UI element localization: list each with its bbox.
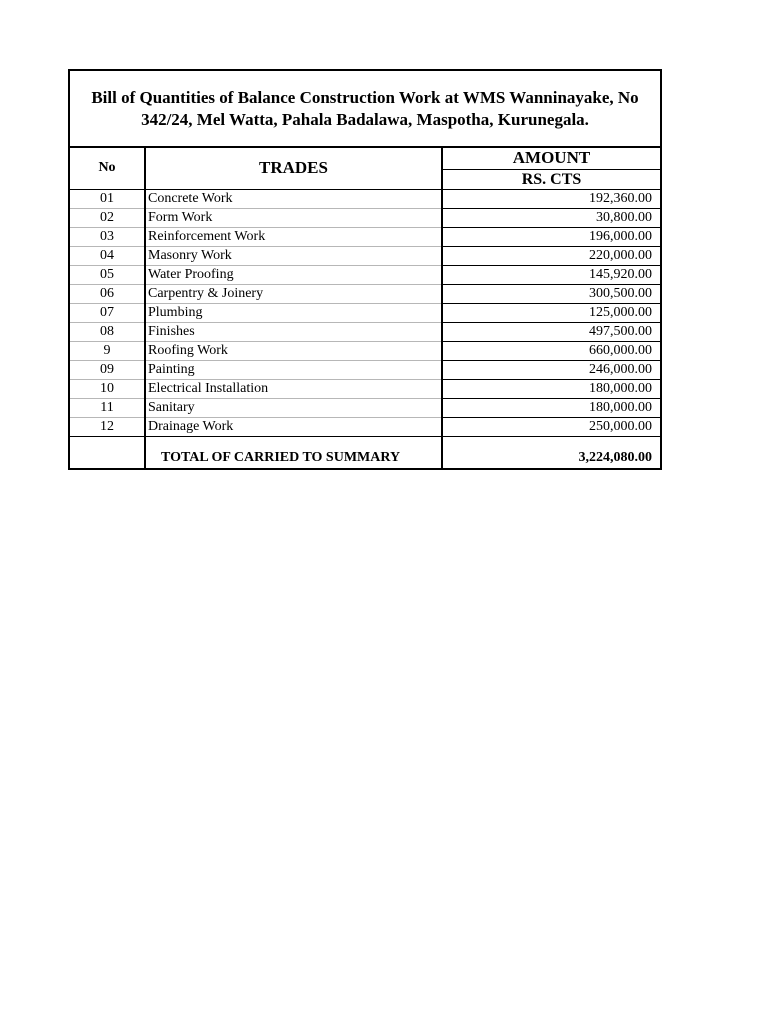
column-header-amount: AMOUNT bbox=[442, 148, 660, 169]
trade-amount: 250,000.00 bbox=[442, 417, 660, 436]
row-number: 12 bbox=[70, 417, 145, 436]
row-number: 08 bbox=[70, 322, 145, 341]
trade-amount: 180,000.00 bbox=[442, 379, 660, 398]
row-number: 05 bbox=[70, 265, 145, 284]
column-header-no: No bbox=[70, 148, 145, 189]
row-number: 11 bbox=[70, 398, 145, 417]
row-number: 03 bbox=[70, 227, 145, 246]
trade-name: Reinforcement Work bbox=[145, 227, 442, 246]
total-row bbox=[70, 436, 660, 468]
table-row bbox=[70, 227, 660, 246]
table-row bbox=[70, 284, 660, 303]
quantities-table bbox=[70, 148, 660, 468]
table-row bbox=[70, 398, 660, 417]
table-body bbox=[70, 189, 660, 436]
trade-amount: 30,800.00 bbox=[442, 208, 660, 227]
trade-amount: 220,000.00 bbox=[442, 246, 660, 265]
trade-amount: 145,920.00 bbox=[442, 265, 660, 284]
document-title: Bill of Quantities of Balance Construction Work at WMS Wanninayake, No 342/24, Mel Watta, Pahala Badalawa, Maspotha, Kurunegala. bbox=[91, 87, 639, 129]
table-row bbox=[70, 379, 660, 398]
trade-name: Electrical Installation bbox=[145, 379, 442, 398]
trade-amount: 660,000.00 bbox=[442, 341, 660, 360]
trade-amount: 497,500.00 bbox=[442, 322, 660, 341]
trade-name: Form Work bbox=[145, 208, 442, 227]
trade-name: Finishes bbox=[145, 322, 442, 341]
row-number: 10 bbox=[70, 379, 145, 398]
trade-amount: 196,000.00 bbox=[442, 227, 660, 246]
trade-name: Sanitary bbox=[145, 398, 442, 417]
trade-amount: 192,360.00 bbox=[442, 189, 660, 208]
trade-name: Carpentry & Joinery bbox=[145, 284, 442, 303]
trade-amount: 125,000.00 bbox=[442, 303, 660, 322]
trade-name: Painting bbox=[145, 360, 442, 379]
table-row bbox=[70, 322, 660, 341]
trade-amount: 300,500.00 bbox=[442, 284, 660, 303]
table-row bbox=[70, 246, 660, 265]
row-number: 02 bbox=[70, 208, 145, 227]
table-row bbox=[70, 360, 660, 379]
table-row bbox=[70, 417, 660, 436]
trade-name: Drainage Work bbox=[145, 417, 442, 436]
total-no-cell bbox=[70, 436, 145, 468]
column-header-currency: RS. CTS bbox=[442, 169, 660, 189]
trade-name: Concrete Work bbox=[145, 189, 442, 208]
trade-amount: 180,000.00 bbox=[442, 398, 660, 417]
trade-name: Masonry Work bbox=[145, 246, 442, 265]
table-row bbox=[70, 189, 660, 208]
table-row bbox=[70, 265, 660, 284]
trade-amount: 246,000.00 bbox=[442, 360, 660, 379]
trade-name: Water Proofing bbox=[145, 265, 442, 284]
row-number: 01 bbox=[70, 189, 145, 208]
row-number: 9 bbox=[70, 341, 145, 360]
total-label: TOTAL OF CARRIED TO SUMMARY bbox=[145, 436, 442, 468]
row-number: 09 bbox=[70, 360, 145, 379]
column-header-trades: TRADES bbox=[145, 148, 442, 189]
trade-name: Plumbing bbox=[145, 303, 442, 322]
trade-name: Roofing Work bbox=[145, 341, 442, 360]
bill-of-quantities-sheet bbox=[68, 69, 662, 470]
total-amount: 3,224,080.00 bbox=[578, 450, 652, 465]
title-block bbox=[70, 71, 660, 148]
row-number: 06 bbox=[70, 284, 145, 303]
table-row bbox=[70, 208, 660, 227]
row-number: 04 bbox=[70, 246, 145, 265]
table-row bbox=[70, 341, 660, 360]
row-number: 07 bbox=[70, 303, 145, 322]
table-row bbox=[70, 303, 660, 322]
